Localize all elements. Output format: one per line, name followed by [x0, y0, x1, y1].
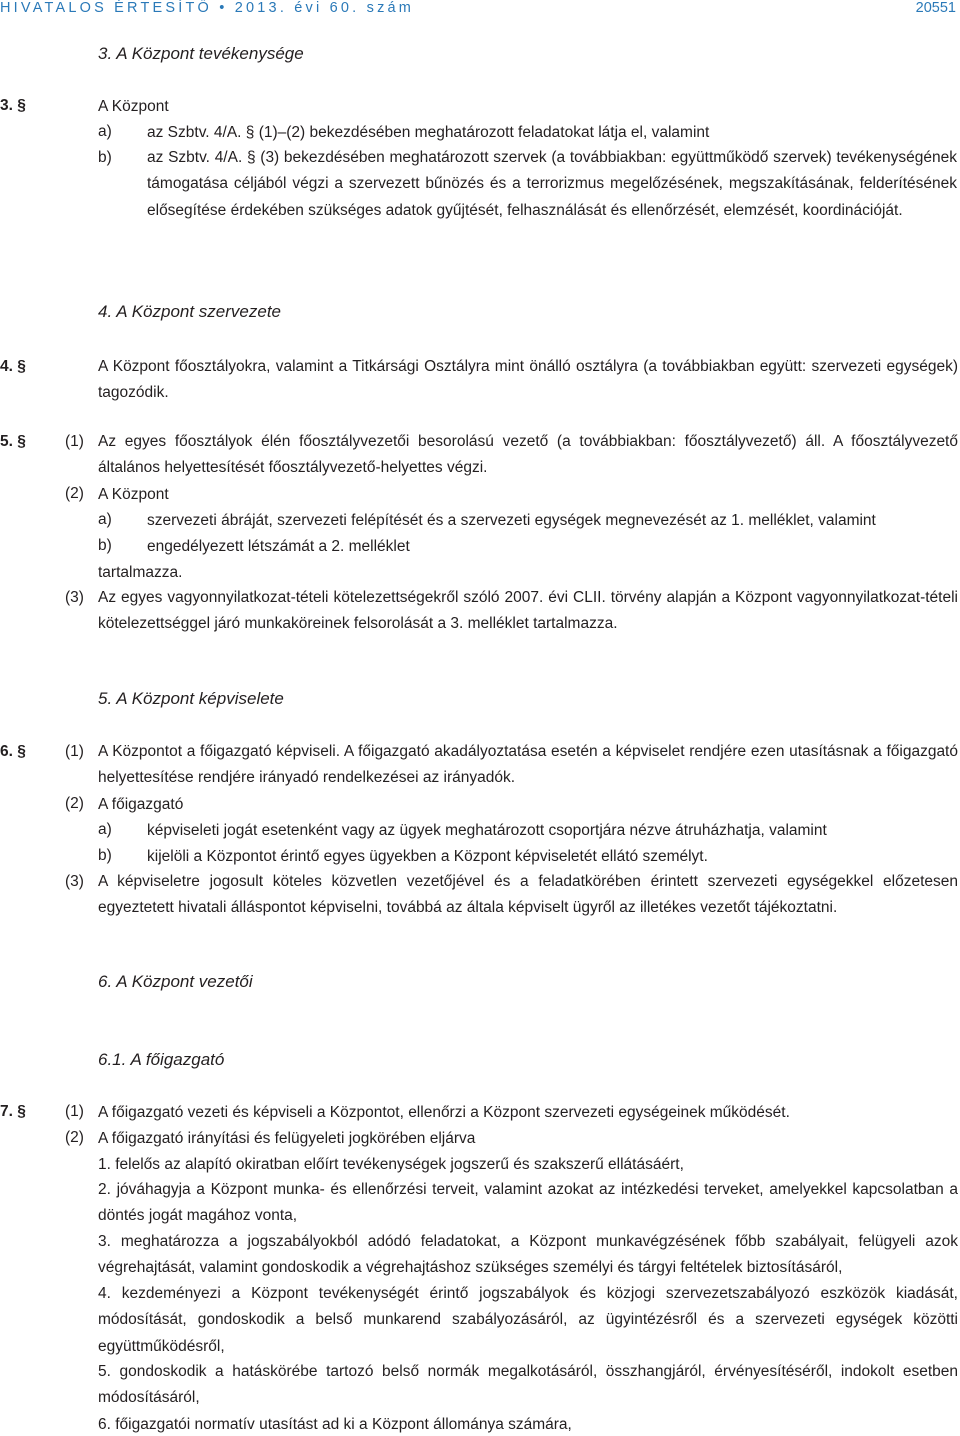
section-7-number: 7. § [0, 1103, 26, 1120]
section-4-text: A Központ főosztályokra, valamint a Titkársági Osztályra mint önálló osztályra (a továbbiakban együtt: szervezeti egységek) tagozódik. [98, 358, 958, 402]
section-7-p2-intro: A főigazgató irányítási és felügyeleti jogkörében eljárva [98, 1130, 476, 1147]
section-3-a-mark: a) [98, 123, 112, 140]
running-header [0, 0, 960, 18]
section-5-p2-mark: (2) [65, 485, 84, 502]
list-item: 6. főigazgatói normatív utasítást ad ki a Központ állománya számára, [98, 1416, 572, 1433]
chapter-5-heading: 5. A Központ képviselete [98, 689, 284, 708]
section-6-number: 6. § [0, 743, 26, 760]
list-item: 3. meghatározza a jogszabályokból adódó feladatokat, a Központ munkavégzésének főbb szabályait, felügyeli azok végrehajtását, valamint gondoskodik a végrehajtáshoz szükséges személyi és tárgyi feltételek biztosításáról, [98, 1233, 958, 1277]
chapter-6-heading: 6. A Központ vezetői [98, 972, 253, 991]
section-6-p2-a-mark: a) [98, 821, 112, 838]
section-5-p2-intro: A Központ [98, 486, 169, 503]
section-3-number: 3. § [0, 97, 26, 114]
section-5-p2-a-text: szervezeti ábráját, szervezeti felépítését és a szervezeti egységek megnevezését az 1. melléklet, valamint [147, 512, 876, 529]
section-6-p2-a-text: képviseleti jogát esetenként vagy az ügyek meghatározott csoportjára nézve átruházhatja, valamint [147, 822, 827, 839]
section-3-b-mark: b) [98, 149, 112, 166]
section-7-p1-mark: (1) [65, 1103, 84, 1120]
section-5-p3-text: Az egyes vagyonnyilatkozat-tételi kötelezettségekről szóló 2007. évi CLII. törvény alapján a Központ vagyonnyilatkozat-tételi kötelezettséggel járó munkaköreinek felsorolását a 3. melléklet tartalmazza. [98, 589, 958, 633]
section-6-p3-text: A képviseletre jogosult köteles közvetlen vezetőjével és a feladatkörében érintett szervezeti egységekkel előzetesen egyeztetett hivatali álláspontot képviselni, továbbá az általa képviselt ügyről az illetékes vezetőt tájékoztatni. [98, 873, 958, 917]
section-5-p2-a-mark: a) [98, 511, 112, 528]
section-7-p1-text: A főigazgató vezeti és képviseli a Központot, ellenőrzi a Központ szervezeti egységeinek működését. [98, 1104, 790, 1121]
section-5-number: 5. § [0, 433, 26, 450]
section-5-p1-text: Az egyes főosztályok élén főosztályvezetői besorolású vezető (a továbbiakban: főosztályvezető) áll. A főosztályvezető általános helyettesítését főosztályvezető-helyettes végzi. [98, 433, 958, 477]
section-6-p2-intro: A főigazgató [98, 796, 184, 813]
section-6-p1-mark: (1) [65, 743, 84, 760]
list-item: 1. felelős az alapító okiratban előírt tevékenységek jogszerű és szakszerű ellátásáért, [98, 1156, 684, 1173]
chapter-4-heading: 4. A Központ szervezete [98, 302, 282, 321]
section-6-p1-text: A Központot a főigazgató képviseli. A főigazgató akadályoztatása esetén a képviselet rendjére ezen utasításnak a főigazgató helyettesítése rendjére irányadó rendelkezései az irányadók. [98, 743, 958, 787]
section-4-number: 4. § [0, 358, 26, 375]
section-6-p2-mark: (2) [65, 795, 84, 812]
section-5-p3-mark: (3) [65, 589, 84, 606]
section-5-p2-b-text: engedélyezett létszámát a 2. melléklet [147, 538, 410, 555]
section-7-p2-mark: (2) [65, 1129, 84, 1146]
chapter-3-heading: 3. A Központ tevékenysége [98, 44, 304, 63]
page-number: 20551 [915, 0, 956, 16]
section-6-p3-mark: (3) [65, 873, 84, 890]
list-item: 5. gondoskodik a hatáskörébe tartozó belső normák megalkotásáról, összhangjáról, érvényesítéséről, indokolt esetben módosításáról, [98, 1363, 958, 1407]
section-3-a-text: az Szbtv. 4/A. § (1)–(2) bekezdésében meghatározott feladatokat látja el, valamint [147, 124, 710, 141]
section-5-p1-mark: (1) [65, 433, 84, 450]
section-6-p2-b-mark: b) [98, 847, 112, 864]
section-6-p2-b-text: kijelöli a Központot érintő egyes ügyekben a Központ képviseletét ellátó személyt. [147, 848, 708, 865]
section-5-p2-end: tartalmazza. [98, 564, 183, 581]
list-item: 4. kezdeményezi a Központ tevékenységét érintő jogszabályok és közjogi szervezetszabályozó eszközök kiadását, módosítását, gondoskodik a belső munkarend szabályozásáról, az ügyintézésről és a szervezeti egységek közötti együttműködésről, [98, 1285, 958, 1355]
list-item: 2. jóváhagyja a Központ munka- és ellenőrzési terveit, valamint azokat az intézkedési terveket, amelyekkel kapcsolatban a döntés jogát magához vonta, [98, 1181, 958, 1225]
section-3-intro: A Központ [98, 98, 169, 115]
section-3-b-text: az Szbtv. 4/A. § (3) bekezdésében meghatározott szervek (a továbbiakban: együttműködő szervek) tevékenységének támogatása céljából végzi a szervezett bűnözés és a terrorizmus megelőzésének, megszakításának, felderítésének elősegítése érdekében szükséges adatok gyűjtését, felhasználását és ellenőrzését, elemzését, koordinációját. [147, 149, 957, 219]
chapter-6-1-subheading: 6.1. A főigazgató [98, 1050, 225, 1069]
header-title: HIVATALOS ÉRTESÍTŐ • 2013. évi 60. szám [0, 0, 415, 16]
section-5-p2-b-mark: b) [98, 537, 112, 554]
